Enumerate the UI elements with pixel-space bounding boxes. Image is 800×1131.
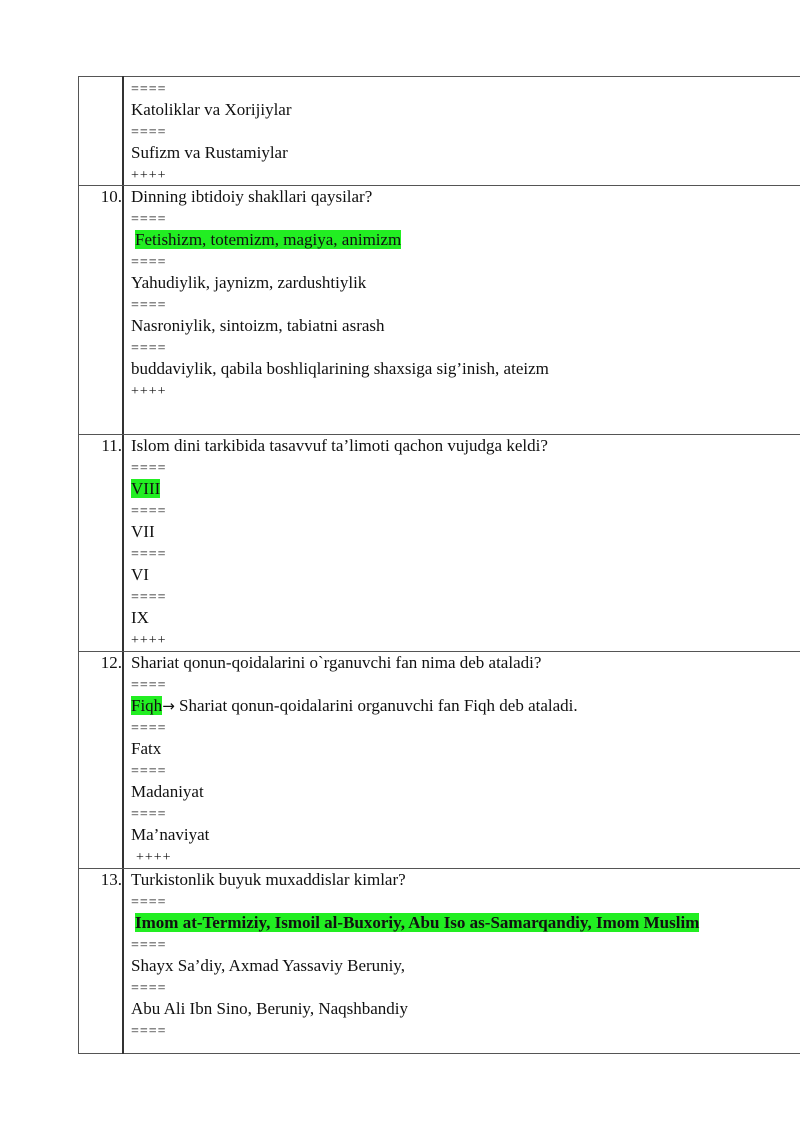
separator: ==== bbox=[131, 255, 167, 270]
separator: ==== bbox=[131, 721, 167, 736]
separator: ==== bbox=[131, 1024, 167, 1039]
separator: ==== bbox=[131, 212, 167, 227]
end-marker: ++++ bbox=[131, 168, 167, 183]
end-marker: ++++ bbox=[136, 850, 172, 865]
correct-answer bbox=[131, 478, 160, 500]
separator: ==== bbox=[131, 895, 167, 910]
separator: ==== bbox=[131, 807, 167, 822]
separator: ==== bbox=[131, 298, 167, 313]
question-number: 10. bbox=[100, 187, 122, 206]
separator: ==== bbox=[131, 504, 167, 519]
question-number: 13. bbox=[100, 870, 122, 889]
question-text: Shariat qonun-qoidalarini o`rganuvchi fan nima deb ataladi? bbox=[131, 653, 542, 672]
option-text: IX bbox=[131, 608, 149, 627]
separator: ==== bbox=[131, 547, 167, 562]
option-text: Nasroniylik, sintoizm, tabiatni asrash bbox=[131, 316, 385, 335]
question-number: 11. bbox=[101, 436, 122, 455]
option-text: buddaviylik, qabila boshliqlarining shaxsiga sig’inish, ateizm bbox=[131, 359, 549, 378]
separator: ==== bbox=[131, 678, 167, 693]
answer-highlight: Fetishizm, totemizm, magiya, animizm bbox=[135, 230, 402, 249]
arrow-right-icon: → bbox=[162, 697, 175, 715]
answer-highlight: Imom at-Termiziy, Ismoil al-Buxoriy, Abu Iso as-Samarqandiy, Imom Muslim bbox=[135, 913, 700, 932]
question-number: 12. bbox=[100, 653, 122, 672]
option-text: Sufizm va Rustamiylar bbox=[131, 143, 288, 162]
option-text: Katoliklar va Xorijiylar bbox=[131, 100, 292, 119]
question-text: Turkistonlik buyuk muxaddislar kimlar? bbox=[131, 870, 406, 889]
correct-answer bbox=[131, 695, 578, 717]
separator: ==== bbox=[131, 461, 167, 476]
option-text: Madaniyat bbox=[131, 782, 204, 801]
column-divider bbox=[122, 76, 124, 1054]
end-marker: ++++ bbox=[131, 633, 167, 648]
option-text: Shayx Sa’diy, Axmad Yassaviy Beruniy, bbox=[131, 956, 406, 975]
answer-highlight: VIII bbox=[131, 479, 161, 498]
separator: ==== bbox=[131, 341, 167, 356]
end-marker: ++++ bbox=[131, 384, 167, 399]
answer-highlight: Fiqh bbox=[131, 696, 163, 715]
option-text: Abu Ali Ibn Sino, Beruniy, Naqshbandiy bbox=[131, 999, 409, 1018]
separator: ==== bbox=[131, 125, 167, 140]
option-text: VII bbox=[131, 522, 155, 541]
option-text: Fatx bbox=[131, 739, 162, 758]
separator: ==== bbox=[131, 938, 167, 953]
separator: ==== bbox=[131, 590, 167, 605]
question-text: Islom dini tarkibida tasavvuf ta’limoti qachon vujudga keldi? bbox=[131, 436, 548, 455]
question-text: Dinning ibtidoiy shakllari qaysilar? bbox=[131, 187, 373, 206]
separator: ==== bbox=[131, 82, 167, 97]
separator: ==== bbox=[131, 981, 167, 996]
option-text: Ma’naviyat bbox=[131, 825, 210, 844]
option-text: VI bbox=[131, 565, 149, 584]
quiz-table bbox=[78, 76, 800, 1054]
option-text: Yahudiylik, jaynizm, zardushtiylik bbox=[131, 273, 367, 292]
answer-note: Shariat qonun-qoidalarini organuvchi fan Fiqh deb ataladi. bbox=[174, 696, 578, 715]
correct-answer bbox=[135, 912, 699, 934]
correct-answer bbox=[135, 229, 401, 251]
separator: ==== bbox=[131, 764, 167, 779]
